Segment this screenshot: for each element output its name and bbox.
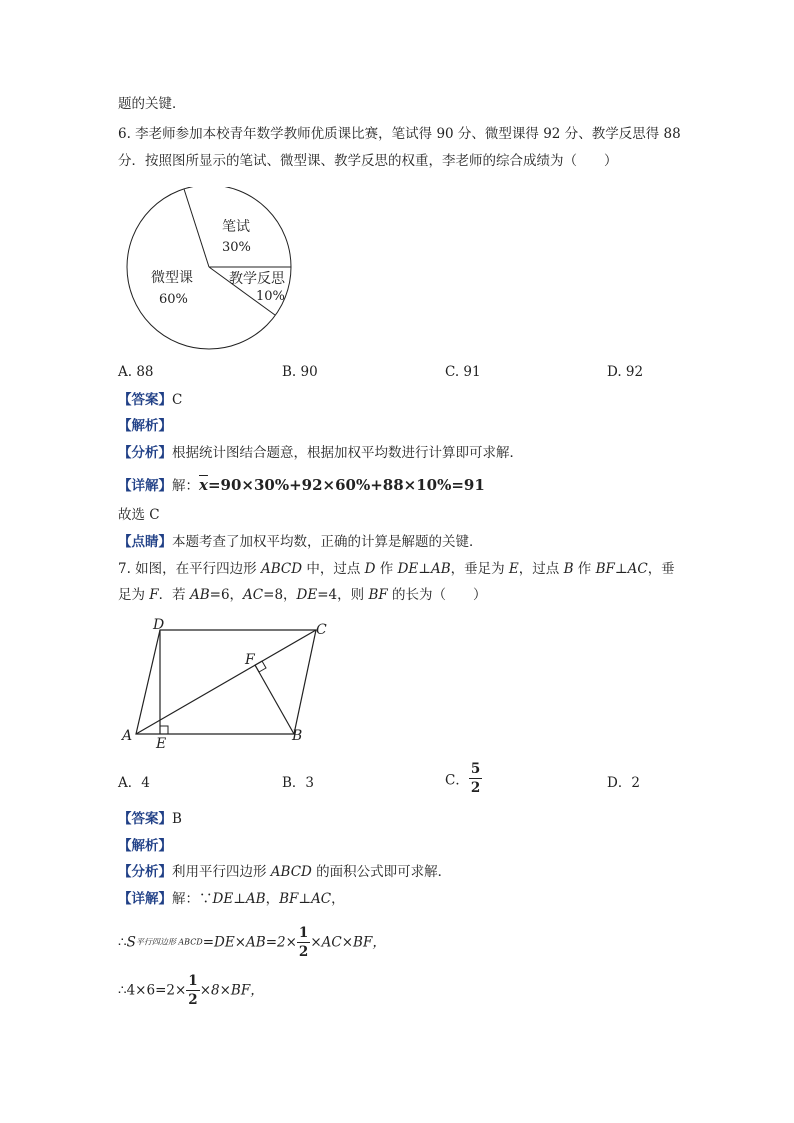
- dianjing-text: 本题考查了加权平均数，正确的计算是解题的关键．: [172, 534, 483, 550]
- q7-l1-c: 中，过点: [302, 561, 365, 577]
- q7-l1-j: E: [508, 561, 519, 577]
- q7-s-frac-num: 1: [298, 925, 309, 941]
- q7-calc-a: ∴4×6=2×: [118, 982, 187, 999]
- q7-calc-num: 1: [188, 973, 198, 989]
- pie-pct-weixing: 60%: [159, 292, 188, 307]
- q7-s-subscript: 平行四边形 ABCD: [135, 937, 203, 947]
- fenxi-tag: 【分析】: [118, 445, 172, 461]
- q7-fenxi-tag: 【分析】: [118, 864, 172, 880]
- formula-xbar: $\overline{x}$: [199, 476, 208, 494]
- q7-l1-b: ABCD: [260, 561, 303, 577]
- q7-s-fraction: [297, 924, 310, 961]
- fenxi-text: 根据统计图结合题意，根据加权平均数进行计算即可求解．: [172, 445, 523, 461]
- q7-xj-g: ⊥: [298, 891, 312, 907]
- q7-stem-line2: [118, 585, 487, 605]
- q7-option-c-prefix: C．: [445, 772, 469, 789]
- xiangjie-prefix: 解：: [172, 478, 199, 494]
- q7-fenxi-c: 的面积公式即可求解．: [311, 864, 452, 880]
- q5-tail: 题的关键．: [118, 96, 186, 112]
- pie-slice-edge-top: [184, 189, 209, 267]
- q7-area-line: [118, 920, 386, 965]
- frac-numerator: 5: [470, 761, 481, 777]
- q7-option-a: A．4: [118, 775, 150, 791]
- pie-label-weixing: 微型课: [151, 270, 193, 286]
- q6-guxuan: 故选 C: [118, 507, 160, 523]
- q7-xj-f: BF: [279, 891, 299, 907]
- q6-pie-chart: [125, 187, 295, 367]
- right-angle-e: [160, 726, 168, 734]
- q7-l2-j: BF: [368, 587, 388, 603]
- q7-l1-n: BF: [595, 561, 615, 577]
- q7-parallelogram-figure: [118, 612, 338, 752]
- q6-xiangjie: [118, 475, 485, 496]
- q7-xiangjie: [118, 889, 345, 909]
- q6-stem-line1: 6. 李老师参加本校青年数学教师优质课比赛，笔试得 90 分、微型课得 92 分、教学反思得 88: [118, 126, 681, 142]
- q7-s-part-d: ×AC×BF，: [310, 934, 386, 951]
- q7-l1-e: 作: [375, 561, 398, 577]
- q7-xj-e: ，: [265, 891, 280, 907]
- q7-option-d: D．2: [607, 775, 640, 791]
- q7-answer-value: B: [172, 811, 182, 827]
- label-f: F: [245, 652, 255, 668]
- q7-calc-den: 2: [188, 992, 198, 1008]
- q6-answer: [118, 390, 182, 410]
- q7-l2-a: 足为: [118, 587, 150, 603]
- q7-fenxi-b: ABCD: [270, 864, 312, 880]
- pie-label-bishi: 笔试: [222, 219, 250, 235]
- q7-l1-a: 7. 如图，在平行四边形: [118, 561, 261, 577]
- q7-l1-d: D: [364, 561, 376, 577]
- dianjing-tag: 【点睛】: [118, 534, 172, 550]
- q7-option-c: [445, 760, 482, 797]
- q7-xiangjie-tag: 【详解】: [118, 891, 172, 907]
- q7-xj-d: AB: [245, 891, 266, 907]
- q7-l1-m: 作: [573, 561, 596, 577]
- q7-stem-line1: [118, 559, 675, 579]
- q7-l1-i: ，垂足为: [450, 561, 509, 577]
- q7-l1-g: ⊥: [418, 561, 431, 577]
- q7-l2-i: =4，则: [317, 587, 369, 603]
- q7-answer-tag: 【答案】: [118, 811, 172, 827]
- label-c: C: [316, 622, 327, 638]
- pie-pct-bishi: 30%: [222, 240, 251, 255]
- pie-label-fansi: 教学反思: [229, 271, 285, 287]
- q7-answer: [118, 809, 182, 829]
- q7-l2-f: AC: [243, 587, 264, 603]
- q7-xj-b: DE: [212, 891, 234, 907]
- q6-dianjing: [118, 532, 483, 552]
- analysis-tag: 【解析】: [118, 418, 172, 434]
- q7-calc-line: [118, 968, 264, 1013]
- q7-l2-c: ．若: [158, 587, 190, 603]
- q7-l2-d: AB: [189, 587, 210, 603]
- q7-fenxi: [118, 862, 451, 882]
- q7-s-therefore: ∴: [118, 934, 127, 951]
- q7-analysis: [118, 836, 172, 856]
- pie-pct-fansi: 10%: [256, 289, 285, 304]
- q7-l1-k: ，过点: [518, 561, 564, 577]
- label-e: E: [156, 736, 167, 752]
- q6-option-a: A. 88: [118, 364, 154, 380]
- q6-fenxi: [118, 443, 523, 463]
- q7-xj-i: ，: [331, 891, 345, 907]
- q7-option-c-fraction: [469, 760, 482, 797]
- q7-s-part-c: =DE×AB=2×: [202, 934, 297, 951]
- q6-option-d: D. 92: [607, 364, 644, 380]
- q7-s-symbol: S: [126, 934, 136, 951]
- xiangjie-tag: 【详解】: [118, 478, 172, 494]
- answer-value: C: [172, 392, 183, 408]
- q7-s-frac-den: 2: [298, 944, 309, 960]
- q7-xj-h: AC: [311, 891, 332, 907]
- q7-l1-h: AB: [430, 561, 451, 577]
- q6-option-b: B. 90: [282, 364, 318, 380]
- label-d: D: [153, 617, 165, 633]
- q7-xj-c: ⊥: [233, 891, 246, 907]
- label-a: A: [122, 728, 133, 744]
- pie-outline: [127, 187, 291, 349]
- q7-calc-fraction: [186, 972, 199, 1009]
- q7-analysis-tag: 【解析】: [118, 838, 172, 854]
- frac-denominator: 2: [470, 780, 481, 796]
- diagonal-ac: [136, 630, 316, 734]
- q7-l1-o: ⊥: [614, 561, 628, 577]
- q7-fenxi-a: 利用平行四边形: [172, 864, 271, 880]
- q6-analysis: [118, 416, 172, 436]
- q7-l1-p: AC: [627, 561, 648, 577]
- q7-l2-k: 的长为（ ）: [387, 587, 487, 603]
- answer-tag: 【答案】: [118, 392, 172, 408]
- q7-option-b: B．3: [282, 775, 315, 791]
- q7-l1-f: DE: [397, 561, 419, 577]
- segment-bf: [255, 665, 294, 734]
- formula-text: =90×30%+92×60%+88×10%=91: [207, 476, 485, 494]
- label-b: B: [292, 728, 303, 744]
- q7-l1-l: B: [563, 561, 574, 577]
- q7-l2-g: =8，: [263, 587, 297, 603]
- q7-l2-b: F: [149, 587, 159, 603]
- q6-option-c: C. 91: [445, 364, 481, 380]
- q7-l2-e: =6，: [209, 587, 244, 603]
- q7-xj-a: 解：∵: [172, 891, 213, 907]
- q7-l1-q: ，垂: [647, 561, 675, 577]
- q7-l2-h: DE: [296, 587, 318, 603]
- q6-stem-line2: 分．按照图所显示的笔试、微型课、教学反思的权重，李老师的综合成绩为（ ）: [118, 153, 618, 169]
- q7-calc-b: ×8×BF，: [199, 982, 264, 999]
